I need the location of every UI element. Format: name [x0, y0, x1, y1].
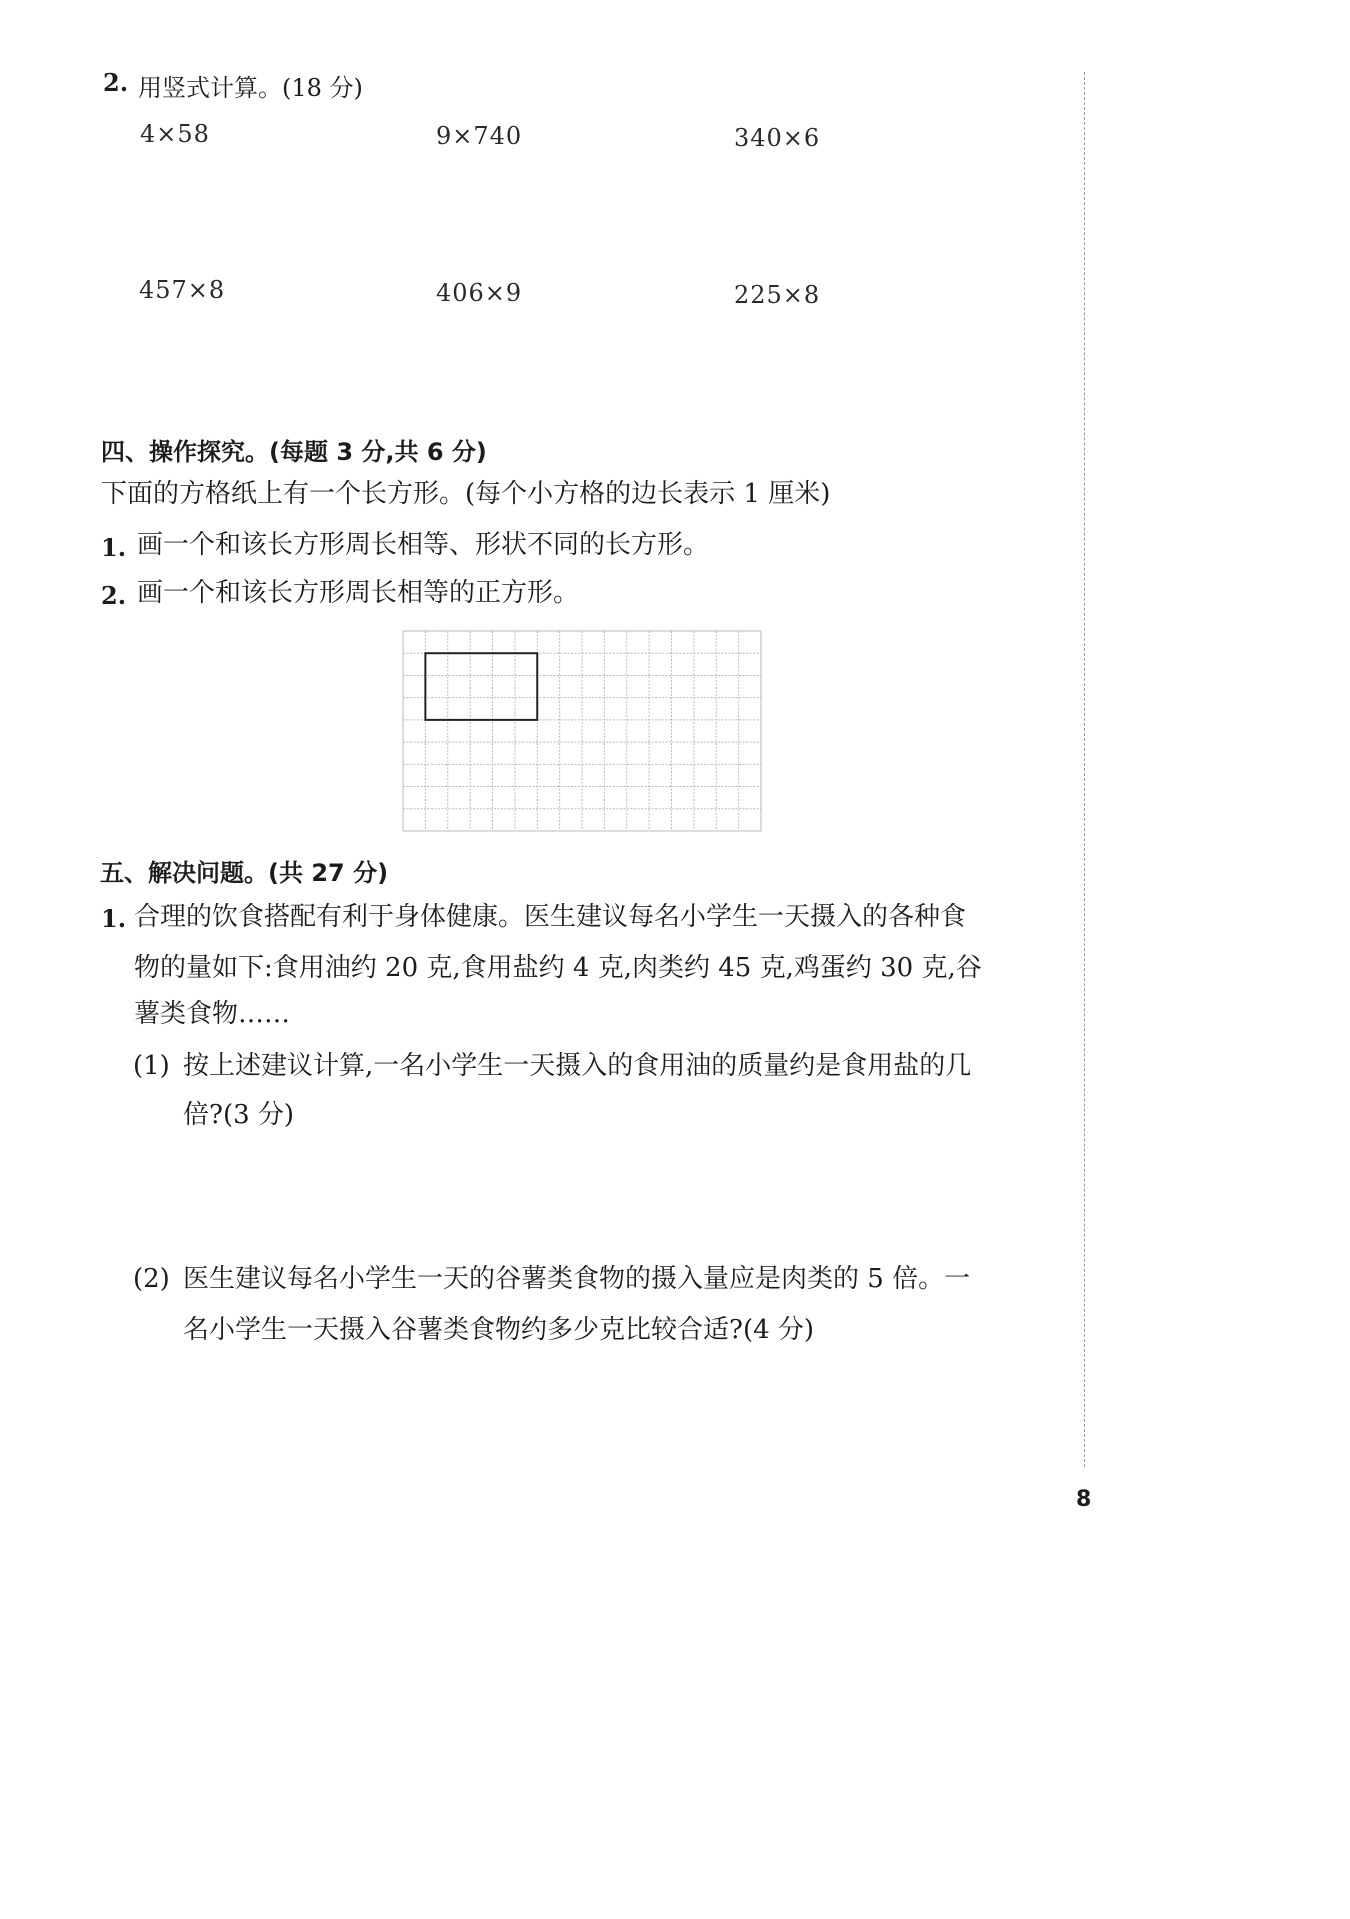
section-title: 四、操作探究。(每题 3 分,共 6 分) — [101, 438, 487, 466]
question-number: 2. — [103, 68, 129, 97]
problem-text-line: 合理的饮食搭配有利于身体健康。医生建议每名小学生一天摄入的各种食 — [134, 902, 967, 932]
grid-paper — [402, 630, 762, 834]
calc-problem: 457×8 — [139, 276, 226, 304]
subquestion-text-line: 倍?(3 分) — [183, 1100, 295, 1130]
calc-problem: 9×740 — [436, 122, 523, 150]
item-text: 画一个和该长方形周长相等、形状不同的长方形。 — [137, 530, 710, 560]
item-text: 画一个和该长方形周长相等的正方形。 — [137, 578, 580, 608]
section-intro: 下面的方格纸上有一个长方形。(每个小方格的边长表示 1 厘米) — [101, 479, 831, 509]
page-edge-rule — [1084, 72, 1085, 1467]
item-number: 1. — [101, 533, 127, 562]
problem-text-line: 薯类食物…… — [134, 999, 291, 1029]
given-rectangle — [425, 653, 537, 720]
subquestion-text-line: 按上述建议计算,一名小学生一天摄入的食用油的质量约是食用盐的几 — [183, 1051, 972, 1081]
calc-problem: 340×6 — [734, 124, 821, 152]
subquestion-text-line: 名小学生一天摄入谷薯类食物约多少克比较合适?(4 分) — [183, 1315, 815, 1345]
calc-problem: 4×58 — [140, 120, 210, 148]
problem-number: 1. — [101, 904, 127, 933]
calc-problem: 225×8 — [734, 281, 821, 309]
item-number: 2. — [101, 581, 127, 610]
question-title: 用竖式计算。(18 分) — [138, 74, 363, 102]
page-number: 8 — [1076, 1487, 1092, 1512]
subquestion-number: (2) — [133, 1264, 170, 1294]
calc-problem: 406×9 — [436, 279, 523, 307]
problem-text-line: 物的量如下:食用油约 20 克,食用盐约 4 克,肉类约 45 克,鸡蛋约 30 克,谷 — [134, 953, 982, 983]
section-title: 五、解决问题。(共 27 分) — [100, 859, 389, 887]
subquestion-text-line: 医生建议每名小学生一天的谷薯类食物的摄入量应是肉类的 5 倍。一 — [183, 1264, 971, 1294]
subquestion-number: (1) — [133, 1051, 170, 1081]
